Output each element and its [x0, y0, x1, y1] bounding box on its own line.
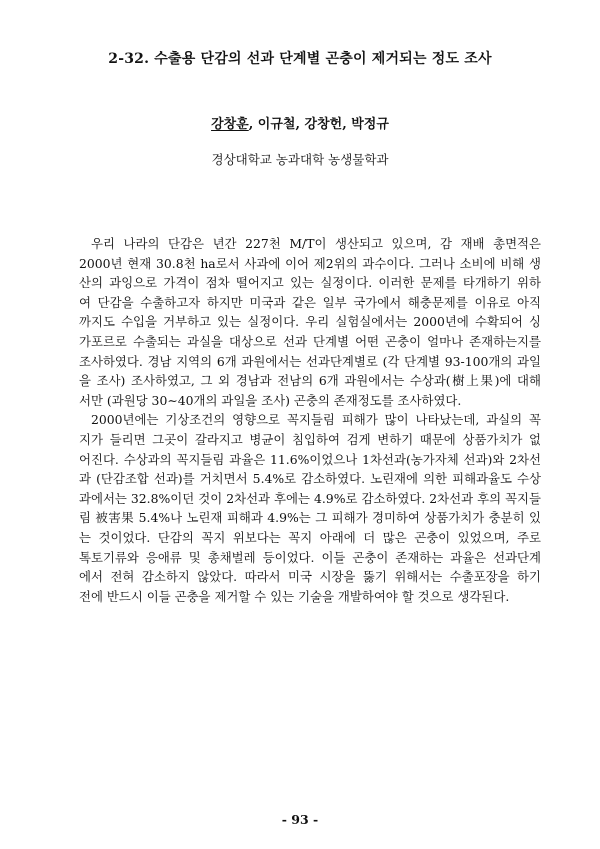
text-line: 어진다. 수상과의 꼭지들림 과율은 11.6%이었으나 1차선과(농가자체 선과)와 2차선 [79, 451, 541, 467]
author-list [0, 113, 600, 132]
text-line: 조사하였다. 경남 지역의 6개 과원에서는 선과단계별로 (각 단계별 93-100개의 과일 [79, 353, 541, 369]
text-line: 지가 들리면 그곳이 갈라지고 병균이 침입하여 검게 변하기 때문에 상품가치가 없 [79, 431, 541, 447]
abstract-body [79, 234, 541, 606]
paper-title: 2-32. 수출용 단감의 선과 단계별 곤충이 제거되는 정도 조사 [108, 51, 492, 67]
paragraph-2 [79, 410, 541, 606]
text-line: 과 (단감조합 선과)를 거치면서 5.4%로 감소하였다. 노린재에 의한 피해과율도 수상 [79, 471, 541, 487]
text-line: 을 조사) 조사하였고, 그 외 경남과 전남의 6개 과원에서는 수상과(樹上果)에 대해 [79, 373, 541, 389]
text-line: 림 被害果 5.4%나 노린재 피해과 4.9%는 그 피해가 경미하여 상품가치가 충분히 있 [79, 510, 541, 526]
text-line: 과에서는 32.8%이던 것이 2차선과 후에는 4.9%로 감소하였다. 2차선과 후의 꼭지들 [79, 490, 541, 506]
text-line: 산의 과잉으로 가격이 점차 떨어지고 있는 실정이다. 이러한 문제를 타개하기 위하 [79, 275, 541, 291]
text-line: 2000년 현재 30.8천 ha로서 사과에 이어 제2위의 과수이다. 그러나 소비에 비해 생 [79, 255, 541, 271]
text-line: 까지도 수입을 거부하고 있는 실정이다. 우리 실험실에서는 2000년에 수확되어 싱 [79, 314, 541, 330]
text-line: 전에 반드시 이들 곤충을 제거할 수 있는 기술을 개발하여야 할 것으로 생각된다. [79, 588, 510, 604]
text-line: 여 단감을 수출하고자 하지만 미국과 같은 일부 국가에서 해충문제를 이유로 아직 [79, 294, 541, 310]
text-line: 서만 (과원당 30∼40개의 과일을 조사) 곤충의 존재정도를 조사하였다. [79, 392, 462, 408]
text-line: 톡토기류와 응애류 및 총채벌레 등이었다. 이들 곤충이 존재하는 과율은 선과단계 [79, 549, 541, 565]
page-number: - 93 - [281, 812, 319, 827]
paragraph-1 [79, 234, 541, 410]
co-authors: , 이규철, 강창헌, 박정규 [248, 117, 389, 132]
text-line: 가포르로 수출되는 과실을 대상으로 선과 단계별 어떤 곤충이 얼마나 존재하는지를 [79, 333, 541, 349]
text-line: 우리 나라의 단감은 년간 227천 M/T이 생산되고 있으며, 감 재배 총면적은 [91, 236, 541, 251]
text-line: 에서 전혀 감소하지 않았다. 따라서 미국 시장을 뚫기 위해서는 수출포장을 하기 [79, 569, 541, 585]
text-line: 2000년에는 기상조건의 영향으로 꼭지들림 피해가 많이 나타났는데, 과실의 꼭 [91, 412, 541, 428]
first-author: 강창훈 [211, 117, 249, 132]
affiliation: 경상대학교 농과대학 농생물학과 [211, 152, 389, 167]
text-line: 는 것이었다. 단감의 꼭지 위보다는 꼭지 아래에 더 많은 곤충이 있었으며, 주로 [79, 529, 541, 545]
